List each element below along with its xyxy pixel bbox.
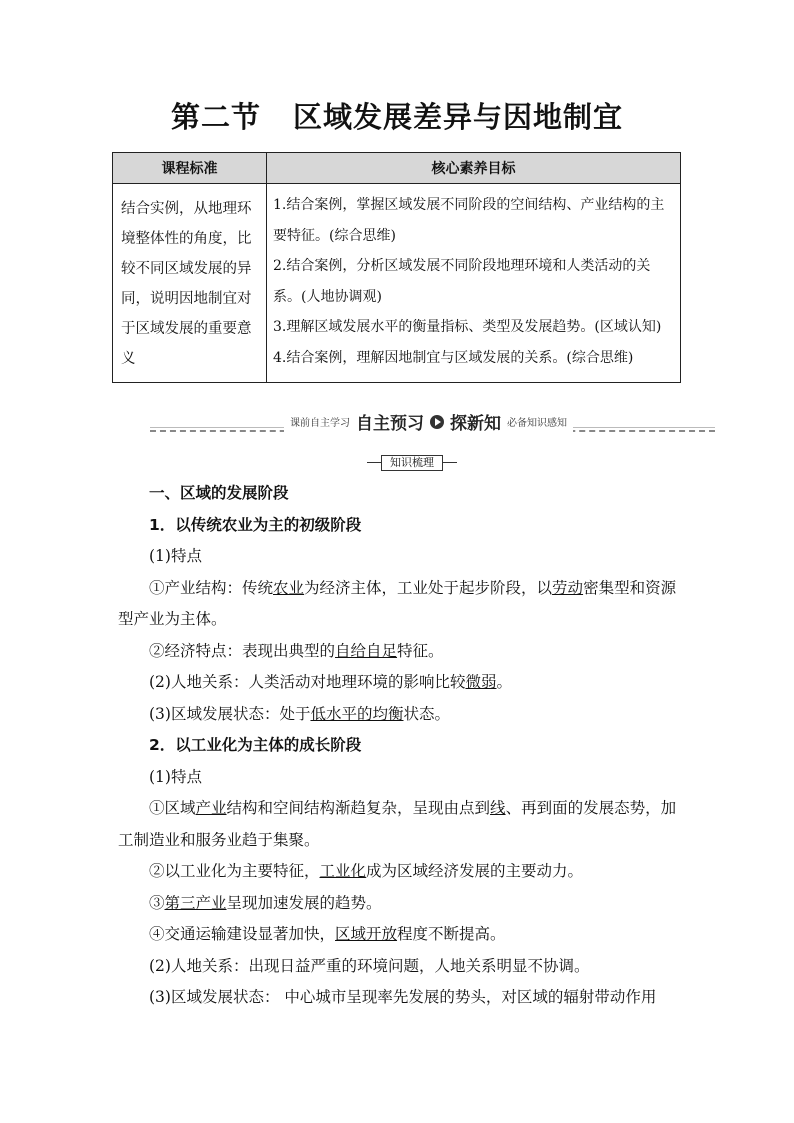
goal-item: 1.结合案例，掌握区域发展不同阶段的空间结构、产业结构的主要特征。(综合思维) <box>273 197 665 244</box>
heading-1: 一、区域的发展阶段 <box>149 484 289 502</box>
subheading-2: 2．以工业化为主体的成长阶段 <box>149 736 362 754</box>
paragraph: ①产业结构：传统农业为经济主体，工业处于起步阶段，以劳动密集型和资源型产业为主体。 <box>118 578 677 628</box>
arrow-icon <box>430 415 444 429</box>
goal-item: 4.结合案例，理解因地制宜与区域发展的关系。(综合思维) <box>273 349 634 366</box>
banner-text <box>284 409 573 434</box>
paragraph: ②以工业化为主要特征，工业化成为区域经济发展的主要动力。 <box>149 862 584 880</box>
paragraph: (2)人地关系：出现日益严重的环境问题，人地关系明显不协调。 <box>149 956 590 975</box>
content-body <box>118 478 684 1014</box>
banner-main-1: 自主预习 <box>356 414 424 434</box>
header-core-literacy-goals: 核心素养目标 <box>267 153 681 184</box>
page-title <box>0 95 794 136</box>
paragraph: ③第三产业呈现加速发展的趋势。 <box>149 893 382 912</box>
preview-banner <box>150 411 715 434</box>
title-section-number: 第二节 <box>170 100 261 134</box>
banner-right-caption: 必备知识感知 <box>507 418 567 429</box>
paragraph: (3)区域发展状态：处于低水平的均衡状态。 <box>149 704 450 723</box>
paragraph: (2)人地关系：人类活动对地理环境的影响比较微弱。 <box>149 673 512 691</box>
banner-left-caption: 课前自主学习 <box>290 418 350 429</box>
paragraph: ①区域产业结构和空间结构渐趋复杂，呈现由点到线、再到面的发展态势，加工制造业和服务业趋于集聚。 <box>118 799 677 849</box>
title-section-name: 区域发展差异与因地制宜 <box>293 100 624 134</box>
curriculum-standard-text: 结合实例，从地理环境整体性的角度，比较不同区域发展的异同，说明因地制宜对于区域发展的重要意义 <box>113 184 267 383</box>
goal-item: 2.结合案例，分析区域发展不同阶段地理环境和人类活动的关系。(人地协调观) <box>273 258 651 305</box>
tag-label: 知识梳理 <box>381 455 443 471</box>
curriculum-table <box>112 152 681 383</box>
feature-label: (1)特点 <box>149 547 202 565</box>
paragraph: (3)区域发展状态： 中心城市呈现率先发展的势头，对区域的辐射带动作用 <box>149 988 657 1006</box>
section-tag <box>367 455 457 471</box>
goal-item: 3.理解区域发展水平的衡量指标、类型及发展趋势。(区域认知) <box>273 319 662 335</box>
banner-main-2: 探新知 <box>450 414 501 434</box>
paragraph: ②经济特点：表现出典型的自给自足特征。 <box>149 641 444 660</box>
subheading-1: 1．以传统农业为主的初级阶段 <box>149 515 362 534</box>
feature-label: (1)特点 <box>149 767 202 786</box>
paragraph: ④交通运输建设显著加快，区域开放程度不断提高。 <box>149 925 506 943</box>
goals-cell <box>267 184 681 383</box>
header-curriculum-standard: 课程标准 <box>113 153 267 184</box>
